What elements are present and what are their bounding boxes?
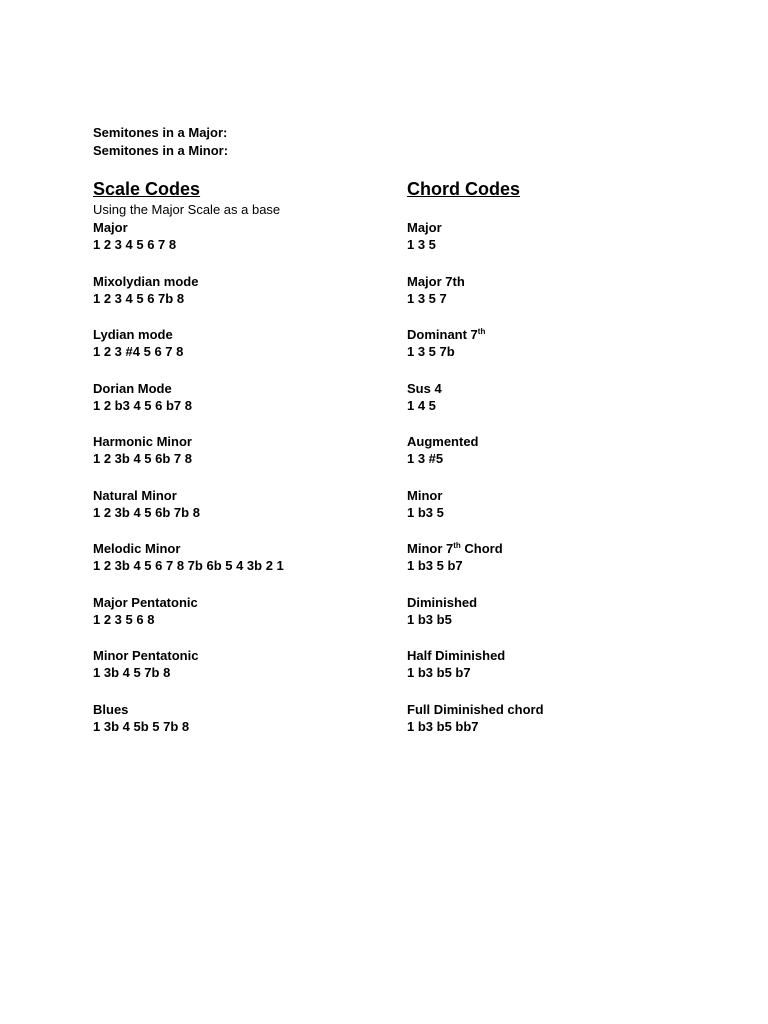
chord-notes: 1 b3 5 [407, 504, 444, 520]
chord-codes-heading: Chord Codes [407, 179, 521, 199]
chord-entry [407, 380, 707, 434]
chord-notes: 1 3 5 7 [407, 290, 447, 306]
scale-entry [93, 273, 393, 327]
chord-codes-column [407, 177, 707, 754]
chord-notes: 1 b3 b5 bb7 [407, 718, 479, 734]
semitones-block [93, 124, 228, 160]
scale-name: Dorian Mode [93, 380, 172, 396]
chord-name: Diminished [407, 594, 478, 610]
scale-name: Mixolydian mode [93, 273, 199, 289]
chord-name: Dominant 7th [407, 327, 486, 342]
chord-entry [407, 647, 707, 701]
chord-name: Full Diminished chord [407, 701, 544, 717]
chord-notes: 1 b3 b5 b7 [407, 665, 471, 680]
scale-name: Major [93, 220, 128, 235]
scale-name: Minor Pentatonic [93, 648, 199, 663]
scale-name: Melodic Minor [93, 541, 181, 556]
scale-entry [93, 701, 393, 755]
scale-codes-column [93, 177, 393, 754]
chord-entry [407, 219, 707, 273]
chord-notes: 1 3 5 7b [407, 344, 455, 359]
chord-notes: 1 b3 b5 [407, 611, 452, 627]
scale-entry [93, 647, 393, 701]
scale-notes: 1 2 3b 4 5 6 7 8 7b 6b 5 4 3b 2 1 [93, 558, 284, 573]
semitones-major-label: Semitones in a Major: [93, 125, 228, 140]
chord-name: Major [407, 220, 442, 235]
chord-entry [407, 594, 707, 648]
scale-notes: 1 2 3b 4 5 6b 7b 8 [93, 504, 200, 520]
chord-name: Sus 4 [407, 380, 442, 396]
chord-name: Minor [407, 487, 443, 503]
chord-notes: 1 3 5 [407, 237, 436, 252]
chord-entry [407, 433, 707, 487]
scale-entry [93, 433, 393, 487]
scale-notes: 1 2 3 4 5 6 7 8 [93, 237, 177, 252]
scale-codes-subtitle: Using the Major Scale as a base [93, 202, 281, 217]
scale-notes: 1 3b 4 5 7b 8 [93, 665, 171, 680]
scale-entry [93, 219, 393, 273]
chord-name: Minor 7th Chord [407, 541, 503, 556]
scale-codes-heading: Scale Codes [93, 179, 201, 199]
chord-name: Half Diminished [407, 648, 506, 663]
chord-entry [407, 701, 707, 755]
scale-name: Lydian mode [93, 327, 173, 342]
scale-name: Major Pentatonic [93, 594, 198, 610]
scale-entry [93, 487, 393, 541]
chord-notes: 1 3 #5 [407, 451, 444, 466]
scale-notes: 1 2 3b 4 5 6b 7 8 [93, 451, 193, 466]
scale-notes: 1 2 b3 4 5 6 b7 8 [93, 397, 193, 413]
semitones-minor-label: Semitones in a Minor: [93, 143, 229, 158]
scale-notes: 1 2 3 5 6 8 [93, 611, 155, 627]
chord-notes: 1 b3 5 b7 [407, 558, 463, 573]
chord-entry [407, 326, 707, 380]
scale-name: Harmonic Minor [93, 434, 192, 449]
scale-entry [93, 326, 393, 380]
scale-entry [93, 540, 393, 594]
chord-notes: 1 4 5 [407, 397, 436, 413]
chord-entry [407, 273, 707, 327]
chord-name: Major 7th [407, 273, 465, 289]
scale-name: Natural Minor [93, 487, 177, 503]
scale-name: Blues [93, 701, 129, 717]
chord-entry [407, 540, 707, 594]
scale-entry [93, 380, 393, 434]
scale-notes: 1 2 3 4 5 6 7b 8 [93, 290, 185, 306]
chord-entry [407, 487, 707, 541]
scale-entry [93, 594, 393, 648]
scale-notes: 1 3b 4 5b 5 7b 8 [93, 718, 190, 734]
chord-name: Augmented [407, 434, 479, 449]
scale-notes: 1 2 3 #4 5 6 7 8 [93, 344, 184, 359]
